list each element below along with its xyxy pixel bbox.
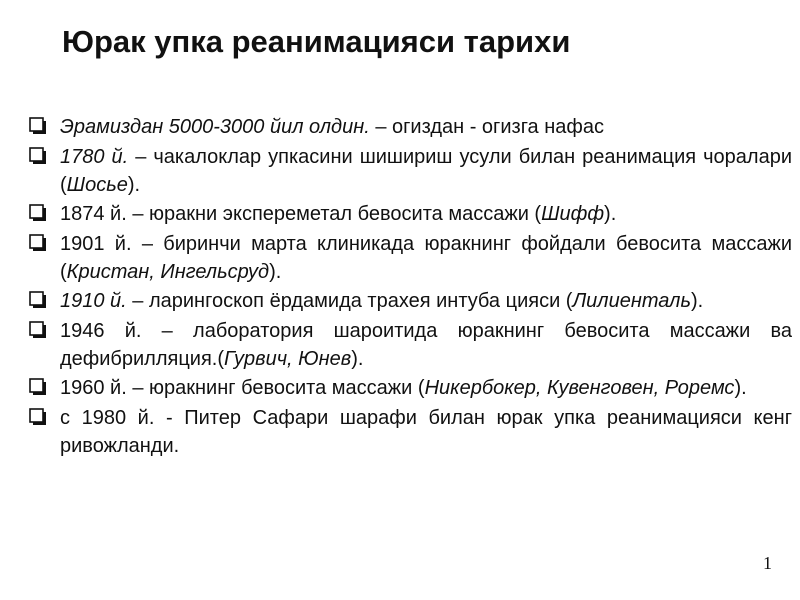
list-item [28, 143, 792, 199]
italic-text: Кристан, Ингельсруд [66, 260, 270, 283]
checkbox-square-icon [28, 290, 50, 312]
item-text: ). [734, 377, 747, 399]
checkbox-square-icon [28, 407, 50, 429]
item-text: с 1980 й. - Питер Сафари шарафи билан юрак упка реанимацияси кенг ривожланди. [60, 406, 792, 457]
item-text: ). [127, 173, 141, 196]
checkbox-square-icon [28, 146, 50, 168]
italic-text: 1910 й. [60, 290, 127, 312]
item-text: 1960 й. – юракнинг бевосита массажи ( [60, 377, 425, 399]
item-text: 1901 й. – биринчи марта клиникада юракнинг фойдали бевосита массажи ( [60, 232, 792, 283]
history-list [28, 113, 792, 461]
italic-text: Никербокер, Кувенговен, Роремс [424, 377, 735, 399]
page-number: 1 [763, 553, 772, 573]
checkbox-square-icon [28, 116, 50, 138]
italic-text: Шифф [541, 203, 605, 225]
checkbox-square-icon [28, 233, 50, 255]
list-item [28, 287, 792, 315]
checkbox-square-icon [28, 203, 50, 225]
list-item [28, 113, 792, 141]
list-item [28, 317, 792, 373]
item-text: – чакалоклар упкасини шишириш усули билан реанимация чоралари ( [60, 145, 792, 196]
checkbox-square-icon [28, 320, 50, 342]
item-text: – огиздан - огизга нафас [369, 116, 604, 138]
item-text: ). [351, 347, 364, 370]
list-item [28, 230, 792, 286]
italic-text: 1780 й. [60, 145, 129, 168]
italic-text: Лилиенталь [572, 290, 691, 312]
italic-text: Эрамиздан 5000-3000 йил олдин. [60, 116, 370, 138]
list-item [28, 200, 792, 228]
item-text: 1946 й. – лаборатория шароитида юракнинг бевосита массажи ва дефибрилляция.( [60, 319, 792, 370]
item-text: ). [604, 203, 617, 225]
checkbox-square-icon [28, 377, 50, 399]
item-text: 1874 й. – юракни экспереметал бевосита массажи ( [60, 203, 542, 225]
italic-text: Гурвич, Юнев [224, 347, 352, 370]
item-text: ). [269, 260, 282, 283]
item-text: – ларингоскоп ёрдамида трахея интуба цияси ( [126, 290, 573, 312]
item-text: ). [690, 290, 704, 312]
list-item [28, 404, 792, 460]
list-item [28, 374, 792, 402]
italic-text: Шосье [66, 173, 128, 196]
slide-title: Юрак упка реанимацияси тарихи [62, 24, 571, 59]
